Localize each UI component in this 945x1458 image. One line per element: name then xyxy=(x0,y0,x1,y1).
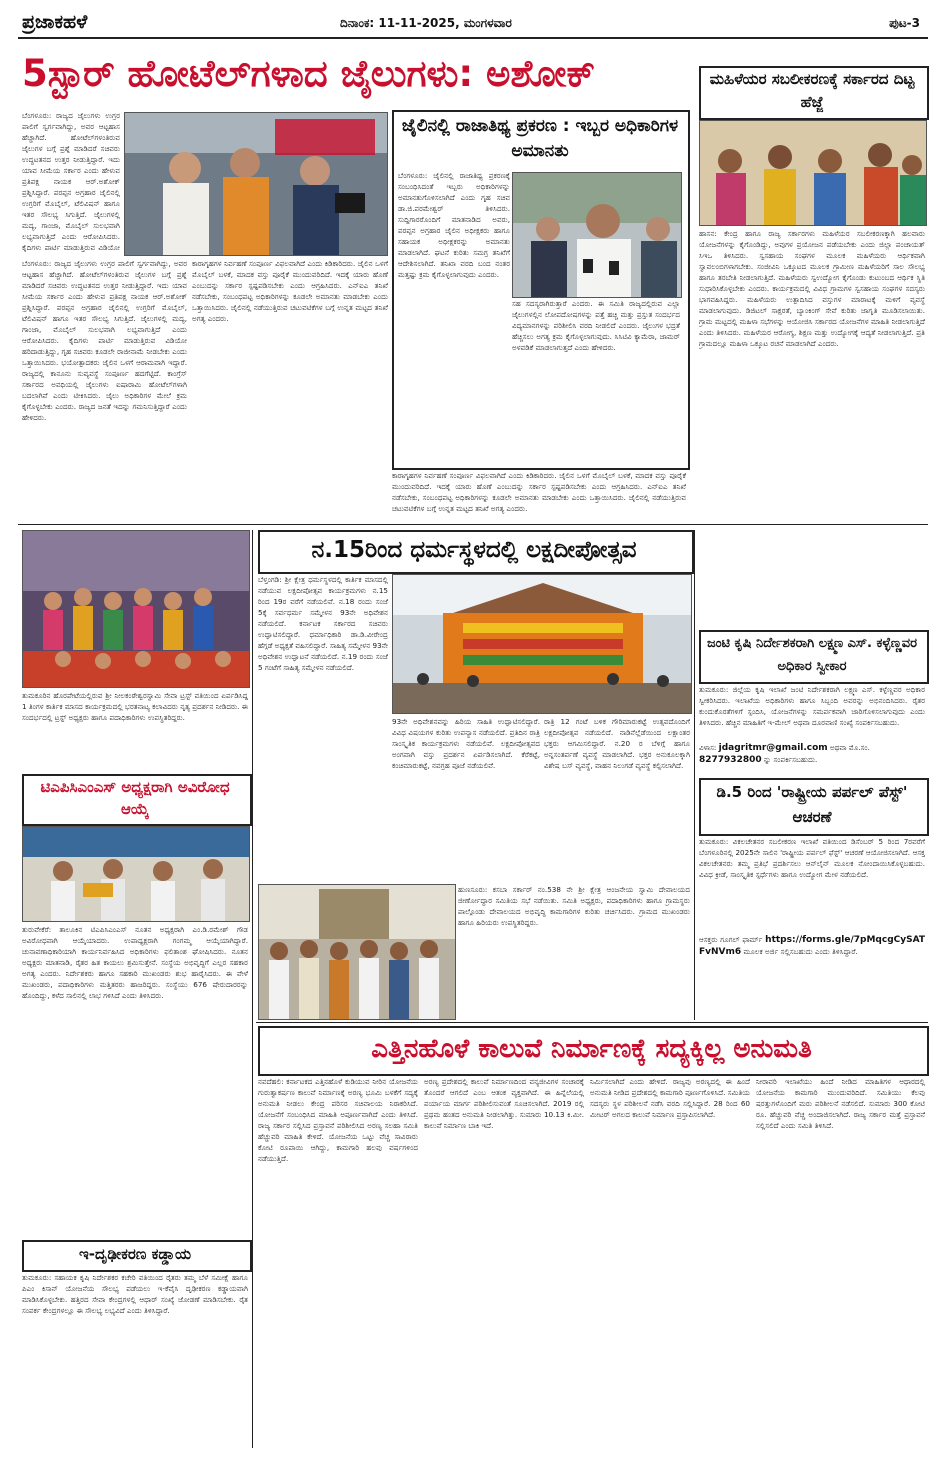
agri-phone-label: ಅಥವಾ ಮೊ.ಸಂ. xyxy=(830,743,870,752)
agri-email[interactable]: jdagritmr@gmail.com xyxy=(718,743,828,753)
paper-name: ಪ್ರಜಾಕಹಳೆ xyxy=(22,11,88,33)
agri-email-label: ವಿಳಾಸ: xyxy=(699,743,717,752)
women-text: ಹಾಸನ: ಕೇಂದ್ರ ಹಾಗೂ ರಾಜ್ಯ ಸರ್ಕಾರಗಳು ಮಹಿಳೆಯರ ಸಬಲೀಕರಣಕ್ಕಾಗಿ ಹಲವಾರು ಯೋಜನೆಗಳನ್ನು ಕೈಗೊಂಡಿದ್ದು, ಅವುಗಳ ಪ್ರಯೋಜನ ಪಡೆಯಬೇಕು ಎಂದು ಜಿಲ್ಲಾ ಪಂಚಾಯತ್ ಸಿಇಒ ತಿಳಿಸಿದರು. ಸ್ವಸಹಾಯ ಸಂಘಗಳ ಮೂಲಕ ಮಹಿಳೆಯರು ಆರ್ಥಿಕವಾಗಿ ಸ್ವಾವಲಂಬಿಗಳಾಗಬೇಕು. ಸಂಜೀವಿನಿ ಒಕ್ಕೂಟದ ಮೂಲಕ ಗ್ರಾಮೀಣ ಮಹಿಳೆಯರಿಗೆ ಸಾಲ ಸೌಲಭ್ಯ ಹಾಗೂ ತರಬೇತಿ ನೀಡಲಾಗುತ್ತಿದೆ. ಮಹಿಳೆಯರು ಸ್ವಉದ್ಯೋಗ ಕೈಗೊಂಡು ಕುಟುಂಬದ ಆರ್ಥಿಕ ಸ್ಥಿತಿ ಸುಧಾರಿಸಿಕೊಳ್ಳಬೇಕು ಎಂದರು. ಕಾರ್ಯಕ್ರಮದಲ್ಲಿ ವಿವಿಧ ಗ್ರಾಮಗಳ ಸ್ವಸಹಾಯ ಸಂಘಗಳ ಸದಸ್ಯರು ಭಾಗವಹಿಸಿದ್ದರು. ಮಹಿಳೆಯರು ಉತ್ಪಾದಿಸಿದ ವಸ್ತುಗಳ ಮಾರಾಟಕ್ಕೆ ಮಳಿಗೆ ವ್ಯವಸ್ಥೆ ಮಾಡಲಾಗುವುದು. ಡಿಜಿಟಲ್ ಸಾಕ್ಷರತೆ, ಬ್ಯಾಂಕಿಂಗ್ ಸೇವೆ ಕುರಿತು ಜಾಗೃತಿ ಮೂಡಿಸಲಾಯಿತು. ಗ್ರಾಮ ಮಟ್ಟದಲ್ಲಿ ಮಹಿಳಾ ಸಭೆಗಳನ್ನು ಆಯೋಜಿಸಿ ಸರ್ಕಾರದ ಯೋಜನೆಗಳ ಮಾಹಿತಿ ನೀಡಲಾಗುತ್ತಿದೆ ಎಂದು ತಿಳಿಸಿದರು. ಮಹಿಳೆಯರ ಆರೋಗ್ಯ, ಶಿಕ್ಷಣ ಮತ್ತು ಉದ್ಯೋಗಕ್ಕೆ ಆದ್ಯತೆ ನೀಡಲಾಗುತ್ತಿದೆ. ಪ್ರತಿ ಗ್ರಾಮದಲ್ಲೂ ಮಹಿಳಾ ಒಕ್ಕೂಟ ರಚನೆ ಮಾಡಲಾಗಿದೆ ಎಂದರು. xyxy=(699,229,925,348)
deepotsava-text-col3: ರಾತ್ರಿ 12 ಗಂಟೆ ಬಳಿಕ ಗೌರಿಮಾರುಕಟ್ಟೆ ಉತ್ಸವದೊಂದಿಗೆ ಲಕ್ಷದೀಪೋತ್ಸವ ನಡೆಯಲಿದೆ. ನಾಡಿನೆಲ್ಲೆಡೆಯಿಂದ ಲಕ್ಷಾಂತರ ಭಕ್ತರು ಆಗಮಿಸಲಿದ್ದಾರೆ. ನ.20 ರ ಬೆಳಿಗ್ಗೆ ಹಾಗೂ ಅನ್ನಸಂತರ್ಪಣೆ ವ್ಯವಸ್ಥೆ ಮಾಡಲಾಗಿದೆ. ಭಕ್ತರ ಅನುಕೂಲಕ್ಕಾಗಿ ವಿಶೇಷ ಬಸ್ ವ್ಯವಸ್ಥೆ, ವಾಹನ ನಿಲುಗಡೆ ವ್ಯವಸ್ಥೆ ಕಲ್ಪಿಸಲಾಗಿದೆ. xyxy=(544,717,690,770)
suspension-headline: ಜೈಲಿನಲ್ಲಿ ರಾಜಾತಿಥ್ಯ ಪ್ರಕರಣ : ಇಬ್ಬರ ಅಧಿಕಾರಿಗಳ ಅಮಾನತು xyxy=(401,116,679,161)
jail-text-col1: ಬೆಂಗಳೂರು: ರಾಜ್ಯದ ಜೈಲುಗಳು ಉಗ್ರರ ಪಾಲಿಗೆ ಸ್ವರ್ಗವಾಗಿದ್ದು, ಅವರ ಆಟ್ಟಹಾಸ ಹೆಚ್ಚಾಗಿದೆ. ಹೋಟೆಲ್‌ಗಳಂತಿರುವ ಜೈಲುಗಳ ಬಗ್ಗೆ ಪ್ರಶ್ನೆ ಮಾಡಿದರೆ ಸಚಿವರು ಉದ್ಧಟತನದ ಉತ್ತರ ನೀಡುತ್ತಿದ್ದಾರೆ. ಇದು ಯಾವ ಸೀಮೆಯ ಸರ್ಕಾರ ಎಂದು ಹೇಳುವ ಪ್ರತಿಪಕ್ಷ ನಾಯಕ ಆರ್.ಅಶೋಕ್ ಪ್ರಶ್ನಿಸಿದ್ದಾರೆ. ಪರಪ್ಪನ ಅಗ್ರಹಾರ ಜೈಲಿನಲ್ಲಿ ಉಗ್ರರಿಗೆ ಮೊಬೈಲ್, ಟೆಲಿವಿಷನ್ ಹಾಗೂ ಇತರ ಸೌಲಭ್ಯ ಸಿಗುತ್ತಿದೆ. ಜೈಲುಗಳಲ್ಲಿ ಮದ್ಯ, ಗಾಂಜಾ, ಮೊಬೈಲ್ ಸುಲಭವಾಗಿ ಲಭ್ಯವಾಗುತ್ತಿದೆ ಎಂದು ಆರೋಪಿಸಿದರು. ಕೈದಿಗಳು ಪಾರ್ಟಿ ಮಾಡುತ್ತಿರುವ ವಿಡಿಯೋ ಹರಿದಾಡುತ್ತಿದ್ದು, ಗೃಹ ಸಚಿವರು ಕೂಡಲೇ ರಾಜೀನಾಮೆ ನೀಡಬೇಕು ಎಂದು ಒತ್ತಾಯಿಸಿದರು. ಭಯೋತ್ಪಾದಕರು ಜೈಲಿನ ಒಳಗೆ ಆರಾಮವಾಗಿ ಇದ್ದಾರೆ. ರಾಜ್ಯದಲ್ಲಿ ಕಾನೂನು ಸುವ್ಯವಸ್ಥೆ ಸಂಪೂರ್ಣ ಹದಗೆಟ್ಟಿದೆ. ಕಾಂಗ್ರೆಸ್ ಸರ್ಕಾರದ ಅವಧಿಯಲ್ಲಿ ಜೈಲುಗಳು ಐಷಾರಾಮಿ ಹೋಟೆಲ್‌ಗಳಾಗಿ ಬದಲಾಗಿವೆ ಎಂದು ಟೀಕಿಸಿದರು. ಜೈಲು ಅಧಿಕಾರಿಗಳ ಮೇಲೆ ಕ್ರಮ ಕೈಗೊಳ್ಳಬೇಕು ಎಂದರು. ರಾಜ್ಯದ ಜನತೆ ಇದನ್ನು ಗಮನಿಸುತ್ತಿದ್ದಾರೆ ಎಂದು ಹೇಳಿದರು. xyxy=(22,259,187,422)
pest-link-suffix: ಮೂಲಕ ಅರ್ಜಿ ಸಲ್ಲಿಸಬಹುದು ಎಂದು ತಿಳಿಸಿದ್ದಾರೆ. xyxy=(743,947,858,956)
canal-text-col3: ನಿರ್ಮಿಸಲಾಗಿದೆ ಎಂದು ಹೇಳಿದೆ. ರಾಜ್ಯವು ಅರಣ್ಯದಲ್ಲಿ ಈ ಹಿಂದೆ ಅನುಮತಿ ನೀಡಿದ ಪ್ರದೇಶದಲ್ಲಿ ಕಾಮಗಾರಿ ಪೂರ್ಣಗೊಳಿಸಿದೆ. ಸಮಿತಿಯ ಸದಸ್ಯರು ಸ್ಥಳ ಪರಿಶೀಲನೆ ನಡೆಸಿ ವರದಿ ಸಲ್ಲಿಸಿದ್ದಾರೆ. 28 ರಿಂದ 60 ಮೀಟರ್ ಅಗಲದ ಕಾಲುವೆ ನಿರ್ಮಾಣ ಪ್ರಸ್ತಾಪಿಸಲಾಗಿದೆ. xyxy=(590,1077,750,1119)
agri-phone: 8277932800 xyxy=(699,755,762,765)
jail-protest-photo xyxy=(124,112,388,256)
deepotsava-text-col1: ಬೆಳ್ತಂಗಡಿ: ಶ್ರೀ ಕ್ಷೇತ್ರ ಧರ್ಮಸ್ಥಳದಲ್ಲಿ ಕಾರ್ತಿಕ ಮಾಸದಲ್ಲಿ ನಡೆಯುವ ಲಕ್ಷದೀಪೋತ್ಸವ ಕಾರ್ಯಕ್ರಮಗಳು ನ.15 ರಿಂದ 19ರ ವರೆಗೆ ನಡೆಯಲಿವೆ. ನ.18 ರಂದು ಸಂಜೆ 5ಕ್ಕೆ ಸರ್ವಧರ್ಮ ಸಮ್ಮೇಳನ 93ನೇ ಅಧಿವೇಶನ ನಡೆಯಲಿದೆ. ಕರ್ನಾಟಕ ಸರ್ಕಾರದ ಸಚಿವರು ಉದ್ಘಾಟಿಸಲಿದ್ದಾರೆ. ಧರ್ಮಾಧಿಕಾರಿ ಡಾ.ಡಿ.ವೀರೇಂದ್ರ ಹೆಗ್ಗಡೆ ಅಧ್ಯಕ್ಷತೆ ವಹಿಸಲಿದ್ದಾರೆ. ಸಾಹಿತ್ಯ ಸಮ್ಮೇಳನ 93ನೇ ಅಧಿವೇಶನ ಉದ್ಘಾಟನೆ ನಡೆಯಲಿದೆ. ನ.19 ರಂದು ಸಂಜೆ 5 ಗಂಟೆಗೆ ಸಾಹಿತ್ಯ ಸಮ್ಮೇಳನ ನಡೆಯಲಿದೆ. xyxy=(258,575,388,672)
canal-text-col2: ಅರಣ್ಯ ಪ್ರದೇಶದಲ್ಲಿ ಕಾಲುವೆ ನಿರ್ಮಾಣದಿಂದ ವನ್ಯಜೀವಿಗಳ ಸಂಚಾರಕ್ಕೆ ತೊಂದರೆ ಆಗಲಿದೆ ಎಂಬ ಆತಂಕ ವ್ಯಕ್ತವಾಗಿದೆ. ಈ ಹಿನ್ನೆಲೆಯಲ್ಲಿ ಪರ್ಯಾಯ ಮಾರ್ಗ ಪರಿಶೀಲಿಸುವಂತೆ ಸೂಚಿಸಲಾಗಿದೆ. 2019 ರಲ್ಲಿ ಪ್ರಥಮ ಹಂತದ ಅನುಮತಿ ನೀಡಲಾಗಿತ್ತು. ಸುಮಾರು 10.13 ಕಿ.ಮೀ. ಕಾಲುವೆ ನಿರ್ಮಾಣ ಬಾಕಿ ಇದೆ. xyxy=(424,1077,584,1130)
jail-headline: 5ಸ್ಟಾರ್ ಹೋಟೆಲ್‌ಗಳಾದ ಜೈಲುಗಳು: ಅಶೋಕ್ xyxy=(22,52,596,95)
section-rule-1 xyxy=(18,524,928,525)
jail-text-col1-top: ಬೆಂಗಳೂರು: ರಾಜ್ಯದ ಜೈಲುಗಳು ಉಗ್ರರ ಪಾಲಿಗೆ ಸ್ವರ್ಗವಾಗಿದ್ದು, ಅವರ ಆಟ್ಟಹಾಸ ಹೆಚ್ಚಾಗಿದೆ. ಹೋಟೆಲ್‌ಗಳಂತಿರುವ ಜೈಲುಗಳ ಬಗ್ಗೆ ಪ್ರಶ್ನೆ ಮಾಡಿದರೆ ಸಚಿವರು ಉದ್ಧಟತನದ ಉತ್ತರ ನೀಡುತ್ತಿದ್ದಾರೆ. ಇದು ಯಾವ ಸೀಮೆಯ ಸರ್ಕಾರ ಎಂದು ಹೇಳುವ ಪ್ರತಿಪಕ್ಷ ನಾಯಕ ಆರ್.ಅಶೋಕ್ ಪ್ರಶ್ನಿಸಿದ್ದಾರೆ. ಪರಪ್ಪನ ಅಗ್ರಹಾರ ಜೈಲಿನಲ್ಲಿ ಉಗ್ರರಿಗೆ ಮೊಬೈಲ್, ಟೆಲಿವಿಷನ್ ಹಾಗೂ ಇತರ ಸೌಲಭ್ಯ ಸಿಗುತ್ತಿದೆ. ಜೈಲುಗಳಲ್ಲಿ ಮದ್ಯ, ಗಾಂಜಾ, ಮೊಬೈಲ್ ಸುಲಭವಾಗಿ ಲಭ್ಯವಾಗುತ್ತಿದೆ ಎಂದು ಆರೋಪಿಸಿದರು. ಕೈದಿಗಳು ಪಾರ್ಟಿ ಮಾಡುತ್ತಿರುವ ವಿಡಿಯೋ xyxy=(22,111,120,252)
tapcms-headline: ಟಿಎಪಿಸಿಎಂಎಸ್ ಅಧ್ಯಕ್ಷರಾಗಿ ಅವಿರೋಧ ಆಯ್ಕೆ xyxy=(40,778,230,818)
deepotsava-headline: ನ.15ರಿಂದ ಧರ್ಮಸ್ಥಳದಲ್ಲಿ ಲಕ್ಷದೀಪೋತ್ಸವ xyxy=(311,537,637,563)
column-rule-right xyxy=(694,530,695,1020)
pest-link-prefix: ಆಸಕ್ತರು ಗೂಗಲ್ ಫಾರ್ಮ್ xyxy=(699,935,763,944)
masthead-rule xyxy=(18,37,928,39)
agri-text: ತುಮಕೂರು: ಜಿಲ್ಲೆಯ ಕೃಷಿ ಇಲಾಖೆ ಜಂಟಿ ನಿರ್ದೇಶಕರಾಗಿ ಲಕ್ಷ್ಮಣ ಎಸ್. ಕಳ್ಳೆಣ್ಣವರ ಅಧಿಕಾರ ಸ್ವೀಕರಿಸಿದರು. ಇಲಾಖೆಯ ಅಧಿಕಾರಿಗಳು ಹಾಗೂ ಸಿಬ್ಬಂದಿ ಅವರನ್ನು ಅಭಿನಂದಿಸಿದರು. ರೈತರ ಕುಂದುಕೊರತೆಗಳಿಗೆ ಸ್ಪಂದಿಸಿ, ಯೋಜನೆಗಳನ್ನು ಸಮರ್ಪಕವಾಗಿ ಜಾರಿಗೊಳಿಸಲಾಗುವುದು ಎಂದು ತಿಳಿಸಿದರು. ಹೆಚ್ಚಿನ ಮಾಹಿತಿಗೆ ಇ-ಮೇಲ್ ಅಥವಾ ದೂರವಾಣಿ ಸಂಖ್ಯೆ ಸಂಪರ್ಕಿಸಬಹುದು. xyxy=(699,685,925,727)
deepotsava-text-col2: 93ನೇ ಅಧಿವೇಶನವನ್ನು ಹಿರಿಯ ಸಾಹಿತಿ ಉದ್ಘಾಟಿಸಲಿದ್ದಾರೆ. ವಿವಿಧ ವಿಷಯಗಳ ಕುರಿತು ಉಪನ್ಯಾಸ ನಡೆಯಲಿದೆ. ಪ್ರತಿದಿನ ರಾತ್ರಿ ಸಾಂಸ್ಕೃತಿಕ ಕಾರ್ಯಕ್ರಮಗಳು ನಡೆಯಲಿವೆ. ಲಕ್ಷದೀಪೋತ್ಸವದ ಅಂಗವಾಗಿ ವಸ್ತು ಪ್ರದರ್ಶನ ಏರ್ಪಡಿಸಲಾಗಿದೆ. ಕೆರೆಕಟ್ಟೆ, ಕಂಚಿಮಾರುಕಟ್ಟೆ, ನವಗ್ರಹ ಪೂಜೆ ನಡೆಯಲಿವೆ. xyxy=(392,717,540,770)
edrive-text: ತುಮಕೂರು: ಸಹಾಯಕ ಕೃಷಿ ನಿರ್ದೇಶಕರ ಕಚೇರಿ ವತಿಯಿಂದ ರೈತರು ತಮ್ಮ ಬೆಳೆ ಸಮೀಕ್ಷೆ ಹಾಗೂ ಪಿಎಂ ಕಿಸಾನ್ ಯೋಜನೆಯ ಸೌಲಭ್ಯ ಪಡೆಯಲು ಇ-ಕೆವೈಸಿ ದೃಢೀಕರಣ ಕಡ್ಡಾಯವಾಗಿ ಮಾಡಿಸಿಕೊಳ್ಳಬೇಕು. ಹತ್ತಿರದ ಸೇವಾ ಕೇಂದ್ರಗಳಲ್ಲಿ ಆಧಾರ್ ಸಂಖ್ಯೆ ಜೋಡಣೆ ಮಾಡಿಸಬೇಕು. ರೈತ ಸಂಪರ್ಕ ಕೇಂದ್ರಗಳಲ್ಲೂ ಈ ಸೌಲಭ್ಯ ಲಭ್ಯವಿದೆ ಎಂದು ತಿಳಿಸಿದ್ದಾರೆ. xyxy=(22,1273,248,1315)
pest-text: ತುಮಕೂರು: ವಿಕಲಚೇತನರ ಸಬಲೀಕರಣ ಇಲಾಖೆ ವತಿಯಿಂದ ಡಿಸೆಂಬರ್ 5 ರಿಂದ 7ರವರೆಗೆ ಬೆಂಗಳೂರಿನಲ್ಲಿ 2025ನೇ ಸಾಲಿನ 'ರಾಷ್ಟ್ರೀಯ ಪರ್ಪಲ್ ಫೆಸ್ಟ್' ಆಚರಣೆ ಆಯೋಜಿಸಲಾಗಿದೆ. ಆಸಕ್ತ ವಿಕಲಚೇತನರು ತಮ್ಮ ಪ್ರತಿಭೆ ಪ್ರದರ್ಶಿಸಲು ಆನ್‌ಲೈನ್ ಮೂಲಕ ನೋಂದಾಯಿಸಿಕೊಳ್ಳಬಹುದು. ವಿವಿಧ ಕ್ರೀಡೆ, ಸಾಂಸ್ಕೃತಿಕ ಸ್ಪರ್ಧೆಗಳು ಹಾಗೂ ಉದ್ಯೋಗ ಮೇಳ ನಡೆಯಲಿದೆ. xyxy=(699,837,925,879)
dance-group-photo xyxy=(22,530,250,688)
page-number: ಪುಟ-3 xyxy=(889,16,920,30)
meeting-caption: ಹುಣಸೂರು: ಕಸಬಾ ಸರ್ಕಾರ್ ನಂ.538 ನೇ ಶ್ರೀ ಕ್ಷೇತ್ರ ಆಂಜನೇಯ ಸ್ವಾಮಿ ದೇವಾಲಯದ ಜೀರ್ಣೋದ್ಧಾರ ಸಮಿತಿಯ ಸಭೆ ನಡೆಯಿತು. ಸಮಿತಿ ಅಧ್ಯಕ್ಷರು, ಪದಾಧಿಕಾರಿಗಳು ಹಾಗೂ ಗ್ರಾಮಸ್ಥರು ಪಾಲ್ಗೊಂಡು ದೇವಾಲಯದ ಅಭಿವೃದ್ಧಿ ಕಾಮಗಾರಿಗಳ ಕುರಿತು ಚರ್ಚಿಸಿದರು. ಗ್ರಾಮದ ಮುಖಂಡರು ಹಾಗೂ ಹಿರಿಯರು ಉಪಸ್ಥಿತರಿದ್ದರು. xyxy=(458,885,690,927)
agri-phone-suffix: ನ್ನು ಸಂಪರ್ಕಿಸಬಹುದು. xyxy=(763,755,818,764)
dance-caption: ತುಮಕೂರಿನ ಹೊರಪೇಟೆಯಲ್ಲಿರುವ ಶ್ರೀ ನೀಲಕಂಠೇಶ್ವರಸ್ವಾಮಿ ಸೇವಾ ಟ್ರಸ್ಟ್ ವತಿಯಿಂದ ಏರ್ಪಡಿಸಿದ್ದ 1 ತಿಂಗಳ ಕಾರ್ತಿಕ ಮಾಸದ ಕಾರ್ಯಕ್ರಮದಲ್ಲಿ ಭರತನಾಟ್ಯ ಕಲಾವಿದರು ನೃತ್ಯ ಪ್ರದರ್ಶನ ನೀಡಿದರು. ಈ ಸಂದರ್ಭದಲ್ಲಿ ಟ್ರಸ್ಟ್ ಅಧ್ಯಕ್ಷರು ಹಾಗೂ ಪದಾಧಿಕಾರಿಗಳು ಉಪಸ್ಥಿತರಿದ್ದರು. xyxy=(22,691,248,722)
jail-text-continued: ಕಾರಾಗೃಹಗಳ ನಿರ್ವಹಣೆ ಸಂಪೂರ್ಣ ವಿಫಲವಾಗಿದೆ ಎಂದು ಕಿಡಿಕಾರಿದರು. ಜೈಲಿನ ಒಳಗೆ ಮೊಬೈಲ್ ಬಳಕೆ, ಮಾದಕ ವಸ್ತು ಪೂರೈಕೆ ಮುಂದುವರಿದಿದೆ. ಇದಕ್ಕೆ ಯಾರು ಹೊಣೆ ಎಂಬುದನ್ನು ಸರ್ಕಾರ ಸ್ಪಷ್ಟಪಡಿಸಬೇಕು ಎಂದು ಆಗ್ರಹಿಸಿದರು. ಎನ್‌ಐಎ ತನಿಖೆ ನಡೆಸಬೇಕು, ಸಂಬಂಧಪಟ್ಟ ಅಧಿಕಾರಿಗಳನ್ನು ಕೂಡಲೇ ಅಮಾನತು ಮಾಡಬೇಕು ಎಂದು ಒತ್ತಾಯಿಸಿದರು. ಜೈಲಿನಲ್ಲಿ ನಡೆಯುತ್ತಿರುವ ಚಟುವಟಿಕೆಗಳ ಬಗ್ಗೆ ಉನ್ನತ ಮಟ್ಟದ ತನಿಖೆ ಅಗತ್ಯ ಎಂದರು. xyxy=(392,471,686,513)
canal-headline: ಎತ್ತಿನಹೊಳೆ ಕಾಲುವೆ ನಿರ್ಮಾಣಕ್ಕೆ ಸದ್ಯಕ್ಕಿಲ್ಲ ಅನುಮತಿ xyxy=(371,1034,812,1064)
pest-link-block xyxy=(699,934,925,1020)
canal-text-col1: ನವದೆಹಲಿ: ಕರ್ನಾಟಕದ ಎತ್ತಿನಹೊಳೆ ಕುಡಿಯುವ ನೀರಿನ ಯೋಜನೆಯ ಗುರುತ್ವಾಕರ್ಷಣ ಕಾಲುವೆ ನಿರ್ಮಾಣಕ್ಕೆ ಅರಣ್ಯ ಭೂಮಿ ಬಳಕೆಗೆ ಸದ್ಯಕ್ಕೆ ಅನುಮತಿ ನೀಡಲು ಕೇಂದ್ರ ಪರಿಸರ ಸಚಿವಾಲಯ ನಿರಾಕರಿಸಿದೆ. ಯೋಜನೆಗೆ ಸಂಬಂಧಿಸಿದ ಮಾಹಿತಿ ಅಪೂರ್ಣವಾಗಿದೆ ಎಂದು ತಿಳಿಸಿದೆ. ರಾಜ್ಯ ಸರ್ಕಾರ ಸಲ್ಲಿಸಿದ ಪ್ರಸ್ತಾವನೆ ಪರಿಶೀಲಿಸಿದ ಅರಣ್ಯ ಸಲಹಾ ಸಮಿತಿ ಹೆಚ್ಚುವರಿ ಮಾಹಿತಿ ಕೇಳಿದೆ. ಯೋಜನೆಯ ಒಟ್ಟು ವೆಚ್ಚ ಸಾವಿರಾರು ಕೋಟಿ ರೂಪಾಯಿ ಆಗಿದ್ದು, ಕಾಮಗಾರಿ ಹಲವು ವರ್ಷಗಳಿಂದ ನಡೆಯುತ್ತಿದೆ. xyxy=(258,1077,418,1163)
pest-form-link[interactable]: https://forms.gle/7pMqcgCySATFvNVm6 xyxy=(699,935,925,957)
agri-headline: ಜಂಟಿ ಕೃಷಿ ನಿರ್ದೇಶಕರಾಗಿ ಲಕ್ಷ್ಮಣ ಎಸ್. ಕಳ್ಳೆಣ್ಣವರ ಅಧಿಕಾರ ಸ್ವೀಕಾರ xyxy=(706,636,918,674)
suspension-text-col2: ಸಹ ಸದಸ್ಯರಾಗಿರುತ್ತಾರೆ ಎಂದರು. ಈ ಸಮಿತಿ ರಾಜ್ಯದಲ್ಲಿರುವ ಎಲ್ಲಾ ಜೈಲುಗಳಲ್ಲಿನ ಲೋಪದೋಷಗಳನ್ನು ಪತ್ತೆ ಹಚ್ಚಿ ಮತ್ತು ಪ್ರಸ್ತುತ ಸಂದರ್ಭದ ವಿದ್ಯಮಾನಗಳನ್ನು ಪರಿಶೀಲಿಸಿ ವರದಿ ನೀಡಲಿದೆ ಎಂದರು. ಜೈಲುಗಳ ಭದ್ರತೆ ಹೆಚ್ಚಿಸಲು ಅಗತ್ಯ ಕ್ರಮ ಕೈಗೊಳ್ಳಲಾಗುವುದು. ಸಿಸಿಟಿವಿ ಕ್ಯಾಮೆರಾ, ಜಾಮರ್ ಅಳವಡಿಕೆ ಮಾಡಲಾಗುತ್ತದೆ ಎಂದು ಹೇಳಿದರು. xyxy=(512,299,680,352)
jail-text-col2: ಕಾರಾಗೃಹಗಳ ನಿರ್ವಹಣೆ ಸಂಪೂರ್ಣ ವಿಫಲವಾಗಿದೆ ಎಂದು ಕಿಡಿಕಾರಿದರು. ಜೈಲಿನ ಒಳಗೆ ಮೊಬೈಲ್ ಬಳಕೆ, ಮಾದಕ ವಸ್ತು ಪೂರೈಕೆ ಮುಂದುವರಿದಿದೆ. ಇದಕ್ಕೆ ಯಾರು ಹೊಣೆ ಎಂಬುದನ್ನು ಸರ್ಕಾರ ಸ್ಪಷ್ಟಪಡಿಸಬೇಕು ಎಂದು ಆಗ್ರಹಿಸಿದರು. ಎನ್‌ಐಎ ತನಿಖೆ ನಡೆಸಬೇಕು, ಸಂಬಂಧಪಟ್ಟ ಅಧಿಕಾರಿಗಳನ್ನು ಕೂಡಲೇ ಅಮಾನತು ಮಾಡಬೇಕು ಎಂದು ಒತ್ತಾಯಿಸಿದರು. ಜೈಲಿನಲ್ಲಿ ನಡೆಯುತ್ತಿರುವ ಚಟುವಟಿಕೆಗಳ ಬಗ್ಗೆ ಉನ್ನತ ಮಟ್ಟದ ತನಿಖೆ ಅಗತ್ಯ ಎಂದರು. xyxy=(192,259,388,323)
meeting-photo xyxy=(258,884,456,1020)
section-rule-2 xyxy=(256,1022,928,1023)
column-rule-left xyxy=(252,530,253,1448)
tapcms-text: ತುರುವೇಕೆರೆ: ತಾಲೂಕಿನ ಟಿಎಪಿಸಿಎಂಎಸ್ ನೂತನ ಅಧ್ಯಕ್ಷರಾಗಿ ಎಂ.ಡಿ.ರಮೇಶ್ ಗೌಡ ಅವಿರೋಧವಾಗಿ ಆಯ್ಕೆಯಾದರು. ಉಪಾಧ್ಯಕ್ಷರಾಗಿ ಗಂಗಮ್ಮ ಆಯ್ಕೆಯಾಗಿದ್ದಾರೆ. ಚುನಾವಣಾಧಿಕಾರಿಯಾಗಿ ಕಾರ್ಯನಿರ್ವಹಿಸಿದ ಅಧಿಕಾರಿಗಳು ಫಲಿತಾಂಶ ಘೋಷಿಸಿದರು. ನೂತನ ಅಧ್ಯಕ್ಷರು ಮಾತನಾಡಿ, ರೈತರ ಹಿತ ಕಾಯಲು ಶ್ರಮಿಸುತ್ತೇನೆ. ಸಂಸ್ಥೆಯ ಅಭಿವೃದ್ಧಿಗೆ ಎಲ್ಲರ ಸಹಕಾರ ಅಗತ್ಯ ಎಂದರು. ನಿರ್ದೇಶಕರು ಹಾಗೂ ಸಹಕಾರಿ ಮುಖಂಡರು ಶುಭ ಹಾರೈಸಿದರು. ಈ ವೇಳೆ ಮುಖಂಡರು, ಪದಾಧಿಕಾರಿಗಳು ಮತ್ತಿತರರು ಹಾಜರಿದ್ದರು. ಸಂಸ್ಥೆಯು 676 ಷೇರುದಾರರನ್ನು ಹೊಂದಿದ್ದು, ಕಳೆದ ಸಾಲಿನಲ್ಲಿ ಲಾಭ ಗಳಿಸಿದೆ ಎಂದು ತಿಳಿಸಿದರು. xyxy=(22,925,248,1000)
canal-text-col4: ನೀರಾವರಿ ಇಲಾಖೆಯು ಹಿಂದೆ ನೀಡಿದ ಮಾಹಿತಿಗಳ ಆಧಾರದಲ್ಲಿ ಯೋಜನೆಯ ಕಾಮಗಾರಿ ಮುಂದುವರಿದಿದೆ. ಸಮಿತಿಯು ಕೆಲವು ಷರತ್ತುಗಳೊಂದಿಗೆ ಮರು ಪರಿಶೀಲನೆ ನಡೆಸಲಿದೆ. ಸುಮಾರು 300 ಕೋಟಿ ರೂ. ಹೆಚ್ಚುವರಿ ವೆಚ್ಚ ಅಂದಾಜಿಸಲಾಗಿದೆ. ರಾಜ್ಯ ಸರ್ಕಾರ ಮತ್ತೆ ಪ್ರಸ್ತಾವನೆ ಸಲ್ಲಿಸಲಿದೆ ಎಂದು ಸಮಿತಿ ತಿಳಿಸಿದೆ. xyxy=(756,1077,925,1130)
pest-headline: ಡಿ.5 ರಿಂದ 'ರಾಷ್ಟ್ರೀಯ ಪರ್ಪಲ್ ಪೆಸ್ಟ್' ಆಚರಣೆ xyxy=(716,783,908,826)
agri-contact xyxy=(699,742,925,772)
tapcms-photo xyxy=(22,826,250,922)
minister-photo xyxy=(512,172,682,298)
temple-photo xyxy=(392,574,692,714)
women-headline: ಮಹಿಳೆಯರ ಸಬಲೀಕರಣಕ್ಕೆ ಸರ್ಕಾರದ ದಿಟ್ಟ ಹೆಜ್ಜೆ xyxy=(709,70,915,111)
suspension-text-col1: ಬೆಂಗಳೂರು: ಜೈಲಿನಲ್ಲಿ ರಾಜಾತಿಥ್ಯ ಪ್ರಕರಣಕ್ಕೆ ಸಂಬಂಧಿಸಿದಂತೆ ಇಬ್ಬರು ಅಧಿಕಾರಿಗಳನ್ನು ಅಮಾನತುಗೊಳಿಸಲಾಗಿದೆ ಎಂದು ಗೃಹ ಸಚಿವ ಡಾ.ಜಿ.ಪರಮೇಶ್ವರ್ ತಿಳಿಸಿದರು. ಸುದ್ದಿಗಾರರೊಂದಿಗೆ ಮಾತನಾಡಿದ ಅವರು, ಪರಪ್ಪನ ಅಗ್ರಹಾರ ಜೈಲಿನ ಅಧೀಕ್ಷಕರು ಹಾಗೂ ಸಹಾಯಕ ಅಧೀಕ್ಷಕರನ್ನು ಅಮಾನತು ಮಾಡಲಾಗಿದೆ. ಘಟನೆ ಕುರಿತು ಸಮಗ್ರ ತನಿಖೆಗೆ ಆದೇಶಿಸಲಾಗಿದೆ. ತನಿಖಾ ವರದಿ ಬಂದ ನಂತರ ಮತ್ತಷ್ಟು ಕ್ರಮ ಕೈಗೊಳ್ಳಲಾಗುವುದು ಎಂದರು. xyxy=(398,171,510,279)
women-meeting-photo xyxy=(699,120,927,226)
edrive-headline: ಇ-ದೃಢೀಕರಣ ಕಡ್ಡಾಯ xyxy=(78,1245,192,1263)
date-label: ದಿನಾಂಕ: 11-11-2025, ಮಂಗಳವಾರ xyxy=(340,16,512,30)
